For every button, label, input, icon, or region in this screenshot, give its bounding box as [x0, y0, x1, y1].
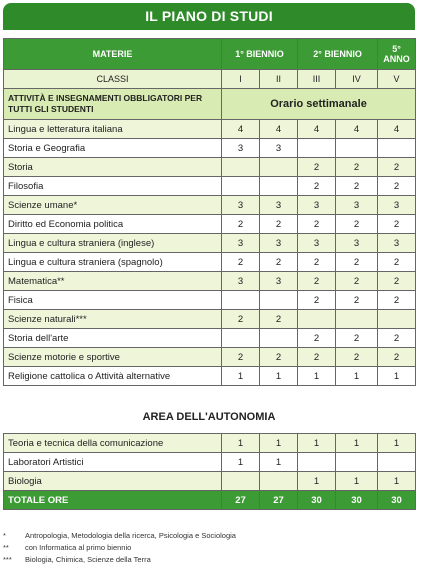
hours-cell: 2	[260, 348, 298, 367]
hours-cell: 1	[336, 472, 378, 491]
hours-cell: 2	[336, 272, 378, 291]
table-row	[4, 472, 416, 491]
hours-cell: 2	[222, 310, 260, 329]
hours-cell	[222, 177, 260, 196]
table-row	[4, 139, 416, 158]
hours-cell: 2	[298, 215, 336, 234]
hours-cell	[298, 310, 336, 329]
table-row	[4, 291, 416, 310]
hours-cell: 2	[378, 253, 416, 272]
hours-cell: 2	[260, 253, 298, 272]
hours-cell: 2	[260, 215, 298, 234]
hours-cell: 3	[260, 272, 298, 291]
subject-name: Laboratori Artistici	[4, 453, 222, 472]
hours-cell: 4	[298, 120, 336, 139]
table-row	[4, 453, 416, 472]
footnote: *** Biologia, Chimica, Scienze della Terra	[3, 555, 151, 564]
header-biennio-2: 2° BIENNIO	[298, 39, 378, 70]
hours-cell: 2	[336, 329, 378, 348]
hours-cell	[378, 310, 416, 329]
hours-cell: 3	[260, 139, 298, 158]
hours-cell: 2	[378, 291, 416, 310]
hours-cell	[378, 139, 416, 158]
hours-cell	[222, 158, 260, 177]
hours-cell: 4	[336, 120, 378, 139]
subject-name: Scienze umane*	[4, 196, 222, 215]
hours-cell: 2	[298, 329, 336, 348]
hours-cell: 1	[222, 453, 260, 472]
hours-cell	[260, 291, 298, 310]
hours-cell: 4	[378, 120, 416, 139]
hours-cell: 1	[378, 367, 416, 386]
hours-cell: 1	[298, 472, 336, 491]
class-num: IV	[336, 70, 378, 89]
header-classi: CLASSI	[4, 70, 222, 89]
subject-name: Storia e Geografia	[4, 139, 222, 158]
hours-cell	[378, 453, 416, 472]
hours-cell: 1	[260, 453, 298, 472]
hours-cell: 2	[298, 253, 336, 272]
hours-cell: 3	[260, 234, 298, 253]
hours-cell: 2	[336, 291, 378, 310]
section-label: ATTIVITÀ E INSEGNAMENTI OBBLIGATORI PER TUTTI GLI STUDENTI	[4, 89, 222, 120]
hours-cell: 3	[336, 234, 378, 253]
study-plan-table	[3, 38, 416, 386]
table-row	[4, 158, 416, 177]
subject-name: Matematica**	[4, 272, 222, 291]
hours-cell: 1	[260, 367, 298, 386]
hours-cell: 1	[378, 472, 416, 491]
total-hours: 27	[222, 491, 260, 510]
table-row	[4, 434, 416, 453]
hours-cell: 2	[260, 310, 298, 329]
hours-cell: 2	[378, 177, 416, 196]
hours-cell: 1	[378, 434, 416, 453]
header-anno-5: 5° ANNO	[378, 39, 416, 70]
subject-name: Teoria e tecnica della comunicazione	[4, 434, 222, 453]
hours-cell: 2	[222, 253, 260, 272]
hours-cell	[298, 139, 336, 158]
total-row	[4, 491, 416, 510]
table-row	[4, 120, 416, 139]
hours-cell	[298, 453, 336, 472]
hours-cell: 3	[222, 196, 260, 215]
hours-cell	[260, 158, 298, 177]
class-num: I	[222, 70, 260, 89]
total-label: TOTALE ORE	[4, 491, 222, 510]
subject-name: Storia	[4, 158, 222, 177]
hours-cell: 2	[336, 158, 378, 177]
hours-cell	[222, 472, 260, 491]
hours-cell: 3	[222, 139, 260, 158]
hours-cell: 3	[336, 196, 378, 215]
hours-cell	[260, 177, 298, 196]
subject-name: Scienze motorie e sportive	[4, 348, 222, 367]
class-num: V	[378, 70, 416, 89]
table-row	[4, 215, 416, 234]
subject-name: Religione cattolica o Attività alternative	[4, 367, 222, 386]
table-row	[4, 329, 416, 348]
total-hours: 30	[378, 491, 416, 510]
hours-cell: 2	[222, 215, 260, 234]
table-row	[4, 234, 416, 253]
hours-cell: 2	[378, 272, 416, 291]
class-num: III	[298, 70, 336, 89]
hours-cell: 2	[298, 291, 336, 310]
hours-cell: 3	[222, 272, 260, 291]
subject-name: Lingua e letteratura italiana	[4, 120, 222, 139]
hours-cell: 4	[222, 120, 260, 139]
hours-cell: 2	[336, 348, 378, 367]
hours-cell: 2	[336, 215, 378, 234]
subject-name: Scienze naturali***	[4, 310, 222, 329]
subject-name: Fisica	[4, 291, 222, 310]
class-num: II	[260, 70, 298, 89]
total-hours: 27	[260, 491, 298, 510]
footnotes	[3, 530, 236, 566]
hours-cell: 3	[378, 196, 416, 215]
hours-cell: 2	[222, 348, 260, 367]
footnote: * Antropologia, Metodologia della ricerca, Psicologia e Sociologia	[3, 531, 236, 540]
autonomia-table	[3, 433, 416, 510]
hours-cell: 2	[378, 348, 416, 367]
hours-cell: 4	[260, 120, 298, 139]
hours-cell	[260, 329, 298, 348]
subject-name: Diritto ed Economia politica	[4, 215, 222, 234]
table-row	[4, 348, 416, 367]
hours-cell: 1	[260, 434, 298, 453]
table-row	[4, 253, 416, 272]
orario-label: Orario settimanale	[222, 89, 416, 120]
autonomia-title: AREA DELL'AUTONOMIA	[142, 411, 276, 423]
hours-cell: 1	[298, 434, 336, 453]
hours-cell: 3	[260, 196, 298, 215]
hours-cell	[222, 329, 260, 348]
hours-cell: 2	[298, 158, 336, 177]
table-row	[4, 196, 416, 215]
hours-cell: 1	[222, 434, 260, 453]
header-biennio-1: 1° BIENNIO	[222, 39, 298, 70]
footnote: ** con Informatica al primo biennio	[3, 543, 132, 552]
hours-cell: 3	[222, 234, 260, 253]
hours-cell	[336, 310, 378, 329]
hours-cell: 3	[378, 234, 416, 253]
subject-name: Biologia	[4, 472, 222, 491]
table-row	[4, 177, 416, 196]
table-row	[4, 367, 416, 386]
table-row	[4, 272, 416, 291]
hours-cell: 1	[336, 434, 378, 453]
page-title: IL PIANO DI STUDI	[3, 3, 415, 30]
subject-name: Lingua e cultura straniera (spagnolo)	[4, 253, 222, 272]
total-hours: 30	[336, 491, 378, 510]
subject-name: Storia dell'arte	[4, 329, 222, 348]
hours-cell	[336, 453, 378, 472]
hours-cell: 3	[298, 196, 336, 215]
subject-name: Filosofia	[4, 177, 222, 196]
table-row	[4, 310, 416, 329]
hours-cell: 2	[378, 158, 416, 177]
hours-cell: 2	[298, 177, 336, 196]
hours-cell	[336, 139, 378, 158]
subject-name: Lingua e cultura straniera (inglese)	[4, 234, 222, 253]
hours-cell: 2	[336, 177, 378, 196]
hours-cell: 1	[298, 367, 336, 386]
hours-cell	[260, 472, 298, 491]
hours-cell: 2	[336, 253, 378, 272]
hours-cell: 2	[298, 348, 336, 367]
hours-cell: 2	[298, 272, 336, 291]
total-hours: 30	[298, 491, 336, 510]
hours-cell: 2	[378, 215, 416, 234]
hours-cell: 2	[378, 329, 416, 348]
hours-cell: 3	[298, 234, 336, 253]
hours-cell: 1	[222, 367, 260, 386]
hours-cell: 1	[336, 367, 378, 386]
header-materie: MATERIE	[4, 39, 222, 70]
hours-cell	[222, 291, 260, 310]
